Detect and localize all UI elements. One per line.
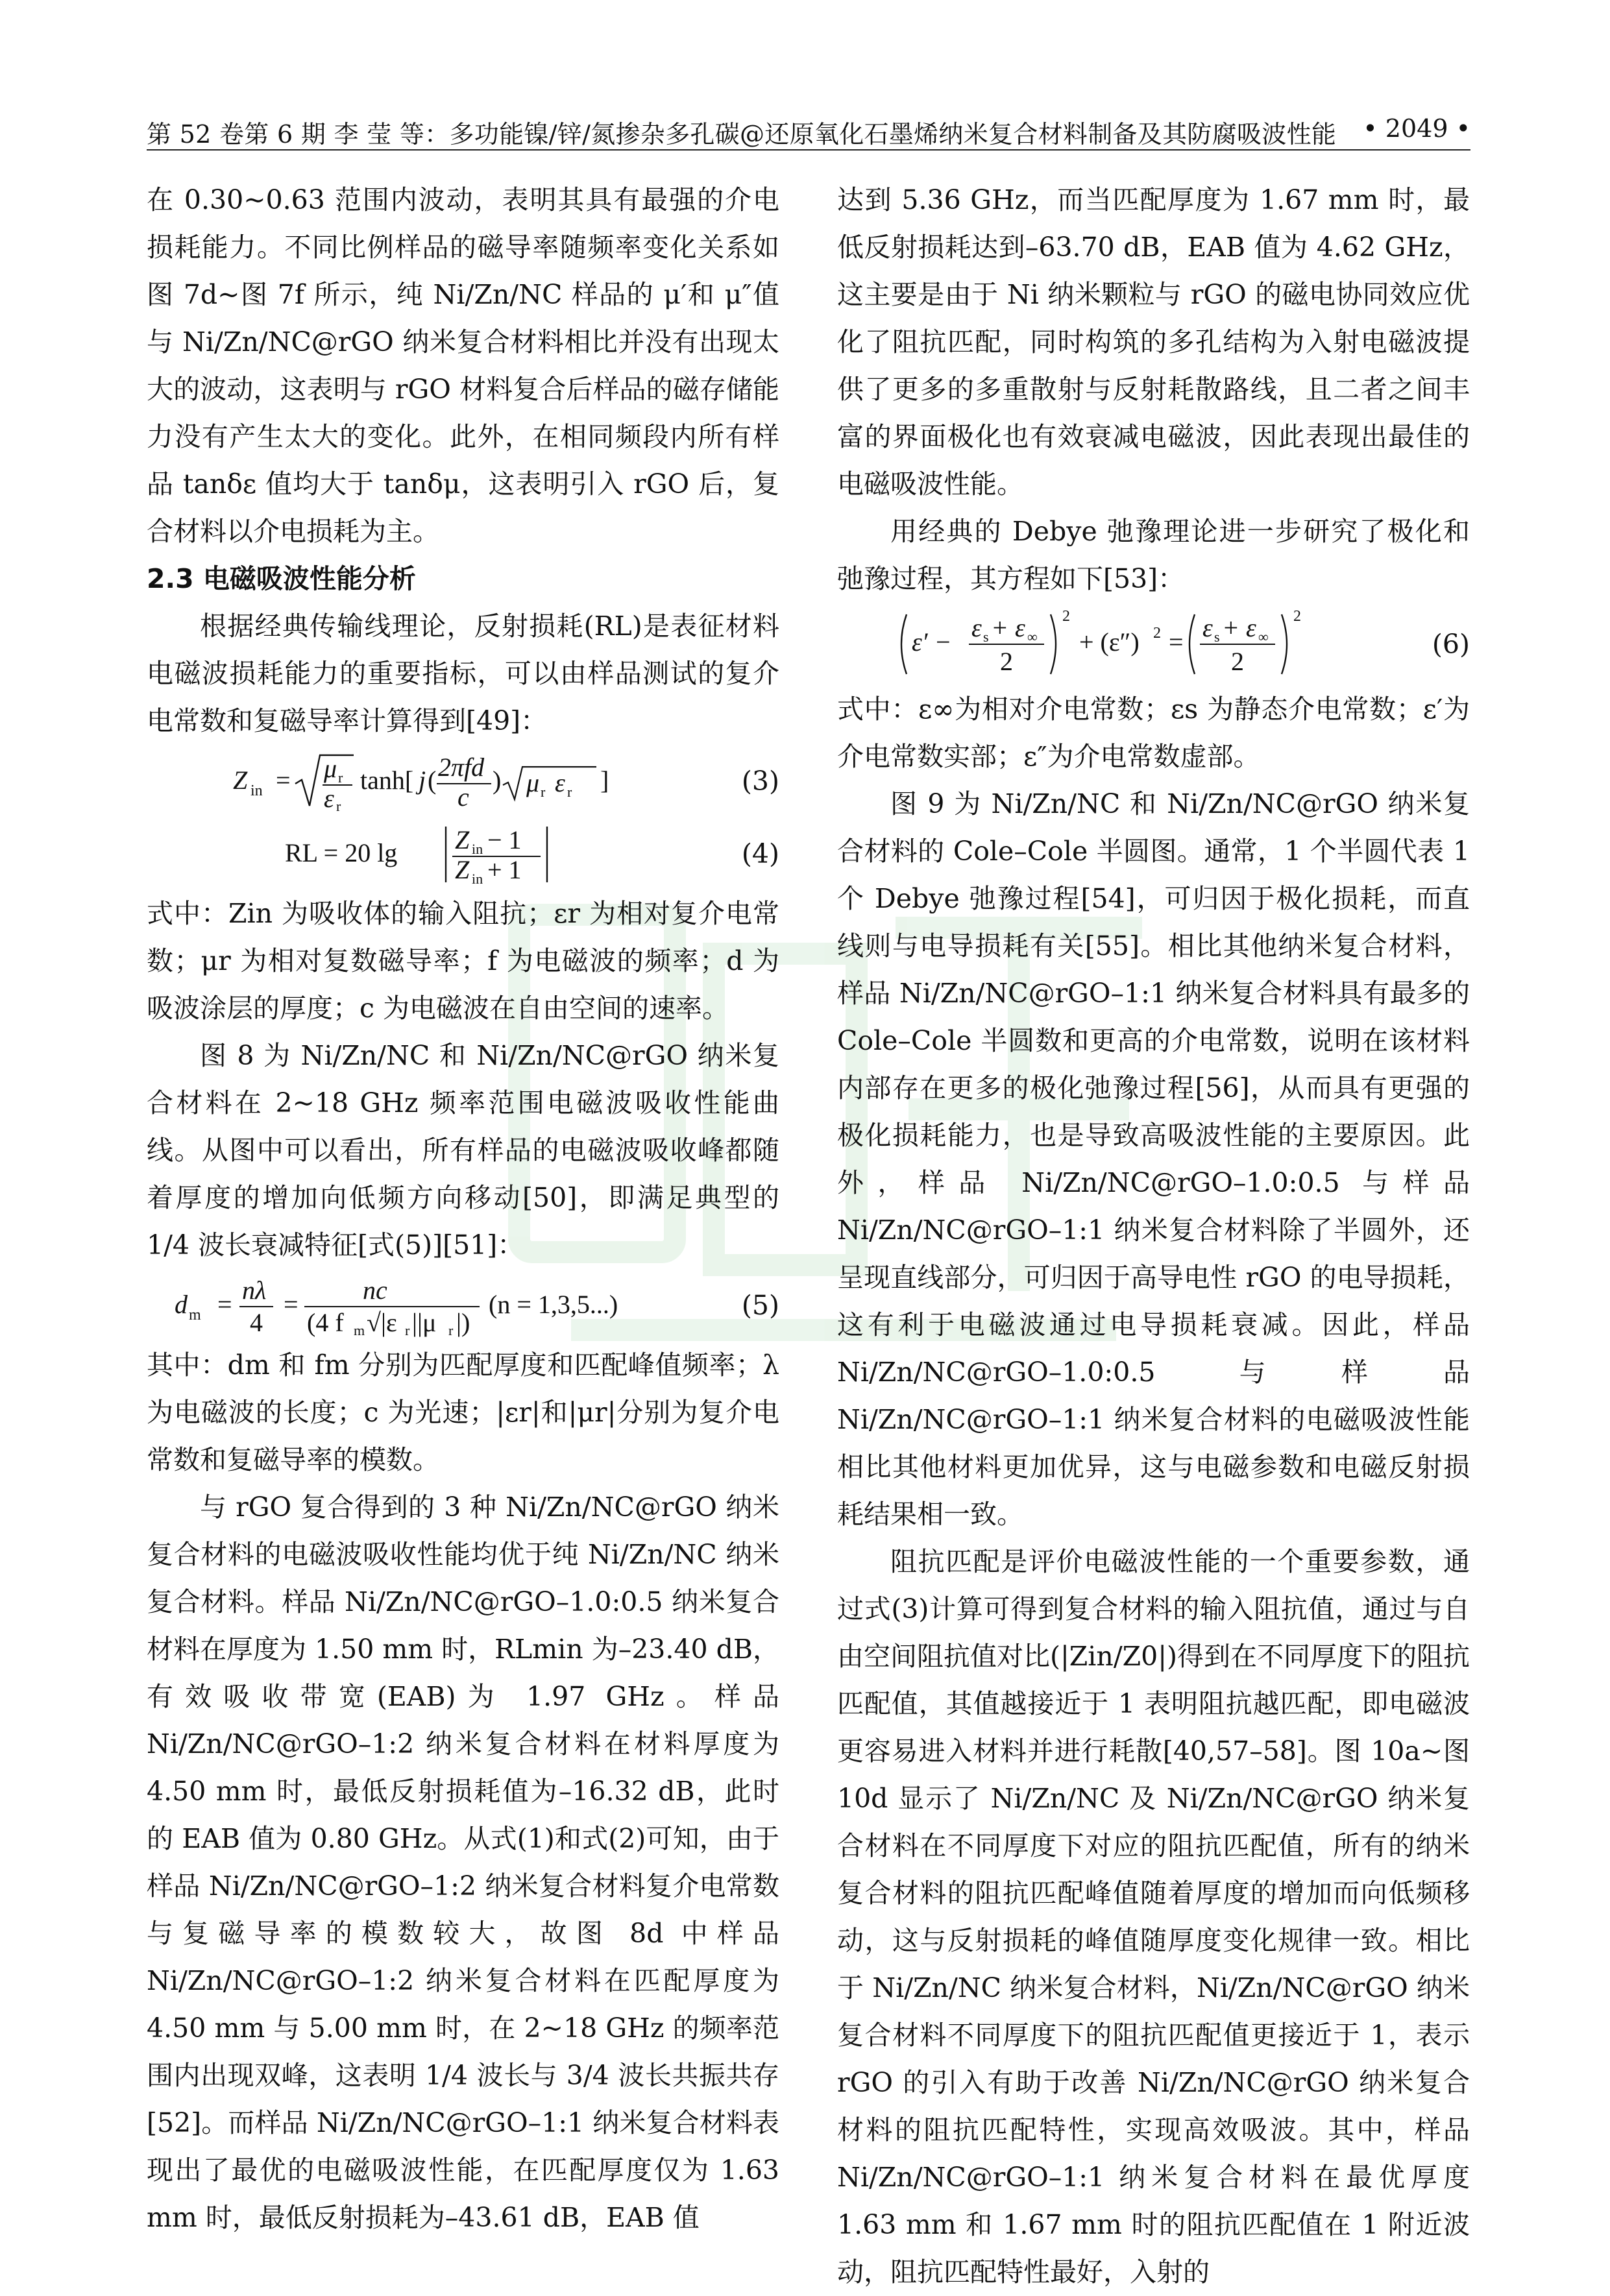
eq3-mu-sub: r [337,769,343,786]
header-rule [147,149,1470,151]
eq5-den-mid: ||μ [411,1308,436,1337]
equation-5-formula [175,1274,694,1336]
paragraph-reflection-loss-intro: 根据经典传输线理论，反射损耗(RL)是表征材料电磁波损耗能力的重要指标，可以由样品测试的复介电常数和复磁导率计算得到[49]： [147,610,779,736]
eq4-num-tail: − 1 [487,825,522,854]
eq5-nlambda: nλ [241,1275,266,1305]
eq5-four: 4 [249,1308,263,1337]
eq4-num-sub: in [471,841,483,857]
equation-3-number: (3) [741,766,779,797]
eq3-c: c [457,782,469,812]
eq5-den: (4 f [306,1308,344,1337]
eq4-num-z: Z [454,825,469,854]
paragraph-cole-cole: 图 9 为 Ni/Zn/NC 和 Ni/Zn/NC@rGO 纳米复合材料的 Cole–Cole 半圆图。通常，1 个半圆代表 1 个 Debye 弛豫过程[54]，可归因于极化损耗，而直线则与电导损耗有关[55]。相比其他纳米复合材料，样品 Ni/Zn/NC@rGO–1:1 纳米复合材料具有最多的 Cole–Cole 半圆数和更高的介电常数，说明在该材料内部存在更多的极化弛豫过程[56]，从而具有更强的极化损耗能力，也是导致高吸波性能的主要原因。此外，样品 Ni/Zn/NC@rGO–1.0:0.5 与样品 Ni/Zn/NC@rGO–1:1 纳米复合材料除了半圆外，还呈现直线部分，可归因于高导电性 rGO 的电导损耗，这有利于电磁波通过电导损耗衰减。因此，样品 Ni/Zn/NC@rGO–1.0:0.5 与样品 Ni/Zn/NC@rGO–1:1 纳米复合材料的电磁吸波性能相比其他材料更加优异，这与电磁参数和电磁反射损耗结果相一致。 [837,788,1470,1530]
eq3-eps: ε [323,784,334,813]
eq3-z-sub: in [250,782,263,799]
eq3-eps-r: ε [554,768,565,797]
paragraph-rgo-composite-performance: 与 rGO 复合得到的 3 种 Ni/Zn/NC@rGO 纳米复合材料的电磁波吸收性能均优于纯 Ni/Zn/NC 纳米复合材料。样品 Ni/Zn/NC@rGO–1.0:0.5 纳米复合材料在厚度为 1.50 mm 时，RLmin 为–23.40 dB，有效吸收带宽(EAB)为 1.97 GHz。样品 Ni/Zn/NC@rGO–1:2 纳米复合材料在材料厚度为 4.50 mm 时，最低反射损耗值为–16.32 dB，此时的 EAB 值为 0.80 GHz。从式(1)和式(2)可知，由于样品 Ni/Zn/NC@rGO–1:2 纳米复合材料复介电常数与复磁导率的模数较大，故图 8d 中样品 Ni/Zn/NC@rGO–1:2 纳米复合材料在匹配厚度为 4.50 mm 与 5.00 mm 时，在 2~18 GHz 的频率范围内出现双峰，这表明 1/4 波长与 3/4 波长共振共存[52]。而样品 Ni/Zn/NC@rGO–1:1 纳米复合材料表现出了最优的电磁吸波性能，在匹配厚度仅为 1.63 mm 时，最低反射损耗为–43.61 dB，EAB 值 [147,1492,779,2233]
eq5-den-r2: r [448,1322,453,1338]
eq6-two2: 2 [1230,647,1244,676]
eq5-den-end: |) [456,1308,470,1337]
eq6-mid: + (ε″) [1079,627,1140,657]
page-number: • 2049 • [1363,114,1470,143]
paragraph-debye-intro: 用经典的 Debye 弛豫理论进一步研究了极化和弛豫过程，其方程如下[53]： [837,516,1470,594]
eq4-den-tail: + 1 [487,855,522,884]
paragraph-figure8-intro: 图 8 为 Ni/Zn/NC 和 Ni/Zn/NC@rGO 纳米复合材料在 2~18 GHz 频率范围电磁波吸收性能曲线。从图中可以看出，所有样品的电磁波吸收峰都随着厚度的增加向低频方向移动[50]，即满足典型的 1/4 波长衰减特征[式(5)][51]： [147,1040,779,1261]
eq3-equals: = [275,766,291,795]
eq6-inf: ∞ [1027,629,1038,645]
eq3-mu: μ [323,754,337,783]
eq5-condition: (n = 1,3,5...) [488,1290,618,1319]
eq6-eps-prime: ε′ − [911,627,952,657]
right-column [837,176,1470,2288]
eq6-num-s: s [982,629,989,645]
eq3-mu-r-sub: r [540,784,545,800]
paragraph-eq5-variables: 其中：dm 和 fm 分别为匹配厚度和匹配峰值频率；λ 为电磁波的长度；c 为光速；|εr|和|μr|分别为复介电常数和复磁导率的模数。 [147,1349,779,1475]
equation-3-formula [233,750,635,812]
equation-4-formula [285,823,583,885]
eq3-rparen: ) [492,766,501,795]
eq5-den-sub: m [353,1322,365,1338]
equation-3 [147,745,779,817]
eq3-rbracket: ] [600,766,609,795]
eq5-den-tail: √|ε [366,1308,397,1337]
paragraph-permeability: 在 0.30~0.63 范围内波动，表明其具有最强的介电损耗能力。不同比例样品的磁导率随频率变化关系如图 7d~图 7f 所示，纯 Ni/Zn/NC 样品的 μ′和 μ″值与 Ni/Zn/NC@rGO 纳米复合材料相比并没有出现太大的波动，这表明与 rGO 材料复合后样品的磁存储能力没有产生太大的变化。此外，在相同频段内所有样品 tanδε 值均大于 tanδμ，这表明引入 rGO 后，复合材料以介电损耗为主。 [147,184,779,547]
eq6-inf2: ∞ [1258,629,1269,645]
paragraph-eab-result: 达到 5.36 GHz，而当匹配厚度为 1.67 mm 时，最低反射损耗达到–63.70 dB，EAB 值为 4.62 GHz，这主要是由于 Ni 纳米颗粒与 rGO 的磁电协同效应优化了阻抗匹配，同时构筑的多孔结构为入射电磁波提供了更多的多重散射与反射耗散路线，且二者之间丰富的界面极化也有效衰减电磁波，因此表现出最佳的电磁吸波性能。 [837,184,1470,500]
running-title: 第 52 卷第 6 期 李 莹 等：多功能镍/锌/氮掺杂多孔碳@还原氧化石墨烯纳米复合材料制备及其防腐吸波性能 [147,120,1337,149]
paragraph-eq3-variables: 式中：Zin 为吸收体的输入阻抗；εr 为相对复介电常数；μr 为相对复数磁导率；f 为电磁波的频率；d 为吸波涂层的厚度；c 为电磁波在自由空间的速率。 [147,898,779,1024]
section-heading-2-3: 2.3 电磁吸波性能分析 [147,563,416,594]
eq5-den-r: r [404,1322,409,1338]
eq6-num2-s: s [1214,629,1220,645]
equation-4 [147,817,779,890]
equation-6-formula [897,608,1352,681]
left-column [147,176,779,2233]
eq3-eps-r-sub: r [567,784,572,800]
paragraph-eq6-variables: 式中：ε∞为相对介电常数；εs 为静态介电常数；ε′为介电常数实部；ε″为介电常数虚部。 [837,694,1470,772]
eq3-z: Z [232,766,247,795]
eq5-d-sub: m [188,1307,201,1323]
eq6-plus-eps: + ε [990,613,1025,642]
eq6-num-eps: ε [971,613,982,642]
eq3-lparen: ( [427,766,436,795]
eq4-rl: RL = 20 lg [284,838,397,867]
eq6-square: 2 [1062,608,1070,625]
eq3-tanh: tanh[ [360,766,413,795]
equation-4-number: (4) [741,838,779,869]
eq3-j: j [418,766,426,795]
eq5-d: d [174,1290,188,1319]
eq4-den-sub: in [471,871,483,887]
eq4-den-z: Z [454,855,469,884]
eq6-num2-eps: ε [1202,613,1213,642]
running-header [147,109,1470,151]
eq5-equals: = [217,1290,232,1319]
eq6-equals: = [1168,627,1184,657]
eq3-eps-sub: r [335,798,341,814]
eq5-equals2: = [283,1290,299,1319]
equation-5-number: (5) [741,1290,779,1321]
eq3-2pifd: 2πfd [437,753,484,782]
equation-6 [837,603,1470,686]
eq6-two: 2 [999,647,1013,676]
eq6-plus2-eps: + ε [1221,613,1256,642]
equation-6-number: (6) [1432,629,1470,660]
equation-5 [147,1269,779,1342]
eq6-square3: 2 [1293,608,1301,625]
eq5-nc: nc [362,1275,387,1305]
eq3-mu-r: μ [526,768,539,797]
paragraph-impedance-matching: 阻抗匹配是评价电磁波性能的一个重要参数，通过式(3)计算可得到复合材料的输入阻抗值，通过与自由空间阻抗值对比(|Zin/Z0|)得到在不同厚度下的阻抗匹配值，其值越接近于 1 表明阻抗越匹配，即电磁波更容易进入材料并进行耗散[40,57–58]。图 10a~图 10d 显示了 Ni/Zn/NC 及 Ni/Zn/NC@rGO 纳米复合材料在不同厚度下对应的阻抗匹配值，所有的纳米复合材料的阻抗匹配峰值随着厚度的增加而向低频移动，这与反射损耗的峰值随厚度变化规律一致。相比于 Ni/Zn/NC 纳米复合材料，Ni/Zn/NC@rGO 纳米复合材料不同厚度下的阻抗匹配值更接近于 1，表示 rGO 的引入有助于改善 Ni/Zn/NC@rGO 纳米复合材料的阻抗匹配特性，实现高效吸波。其中，样品 Ni/Zn/NC@rGO–1:1 纳米复合材料在最优厚度 1.63 mm 和 1.67 mm 时的阻抗匹配值在 1 附近波动，阻抗匹配特性最好，入射的 [837,1546,1470,2288]
eq6-square2: 2 [1153,625,1161,642]
